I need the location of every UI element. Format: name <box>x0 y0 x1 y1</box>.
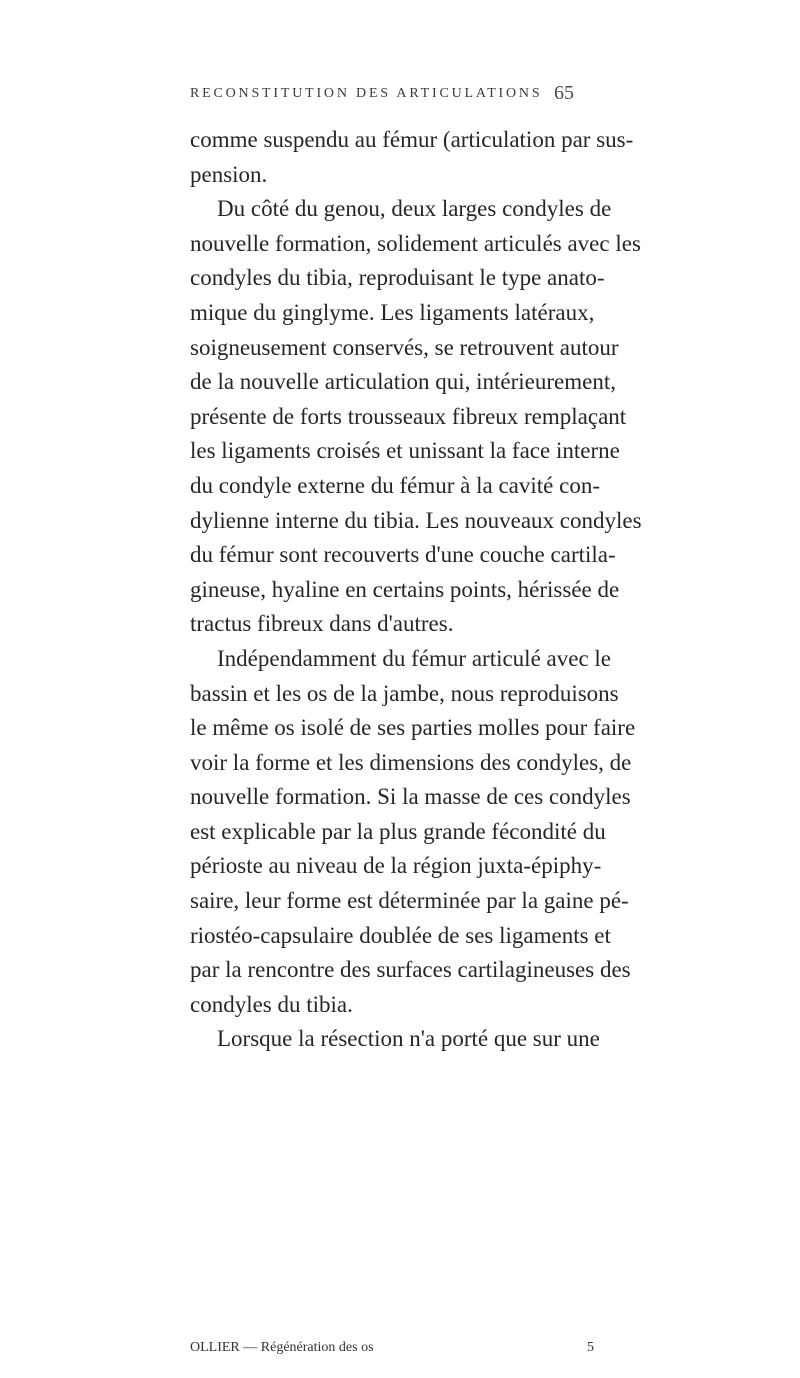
text-line: Du côté du genou, deux larges condyles de <box>217 196 612 222</box>
text-line: bassin et les os de la jambe, nous reproduisons <box>190 680 619 706</box>
text-line: condyles du tibia, reproduisant le type anato- <box>190 265 605 291</box>
text-line: Lorsque la résection n'a porté que sur une <box>217 1026 600 1052</box>
text-line: de la nouvelle articulation qui, intérieurement, <box>190 369 616 395</box>
footer-credit: OLLIER — Régénération des os <box>190 1340 374 1355</box>
text-line: mique du ginglyme. Les ligaments latéraux, <box>190 299 595 325</box>
text-line: nouvelle formation. Si la masse de ces condyles <box>190 784 631 810</box>
text-line: le même os isolé de ses parties molles pour faire <box>190 715 636 741</box>
page-number: 65 <box>554 82 574 104</box>
text-line: soigneusement conservés, se retrouvent autour <box>190 334 619 360</box>
body-text <box>190 123 642 1057</box>
text-line: pension. <box>190 161 268 187</box>
running-header: RECONSTITUTION DES ARTICULATIONS <box>190 86 543 101</box>
text-line: périoste au niveau de la région juxta-épiphy- <box>190 853 602 879</box>
text-line: du fémur sont recouverts d'une couche cartila- <box>190 542 616 568</box>
text-line: comme suspendu au fémur (articulation par sus- <box>190 127 634 152</box>
text-line: voir la forme et les dimensions des condyles, de <box>190 749 632 775</box>
text-line: tractus fibreux dans d'autres. <box>190 611 454 637</box>
text-line: dylienne interne du tibia. Les nouveaux condyles <box>190 507 642 533</box>
text-line: gineuse, hyaline en certains points, hérissée de <box>190 576 620 602</box>
signature-mark: 5 <box>587 1340 594 1355</box>
text-line: du condyle externe du fémur à la cavité con- <box>190 472 600 498</box>
text-line: par la rencontre des surfaces cartilagineuses des <box>190 957 631 983</box>
text-line: riostéo-capsulaire doublée de ses ligaments et <box>190 922 611 948</box>
text-line: les ligaments croisés et unissant la face interne <box>190 438 620 464</box>
text-line: condyles du tibia. <box>190 991 353 1017</box>
text-line: Indépendamment du fémur articulé avec le <box>217 645 612 671</box>
text-line: est explicable par la plus grande fécondité du <box>190 818 606 844</box>
text-line: saire, leur forme est déterminée par la gaine pé- <box>190 888 629 914</box>
text-line: nouvelle formation, solidement articulés avec les <box>190 230 641 256</box>
text-line: présente de forts trousseaux fibreux remplaçant <box>190 403 627 429</box>
